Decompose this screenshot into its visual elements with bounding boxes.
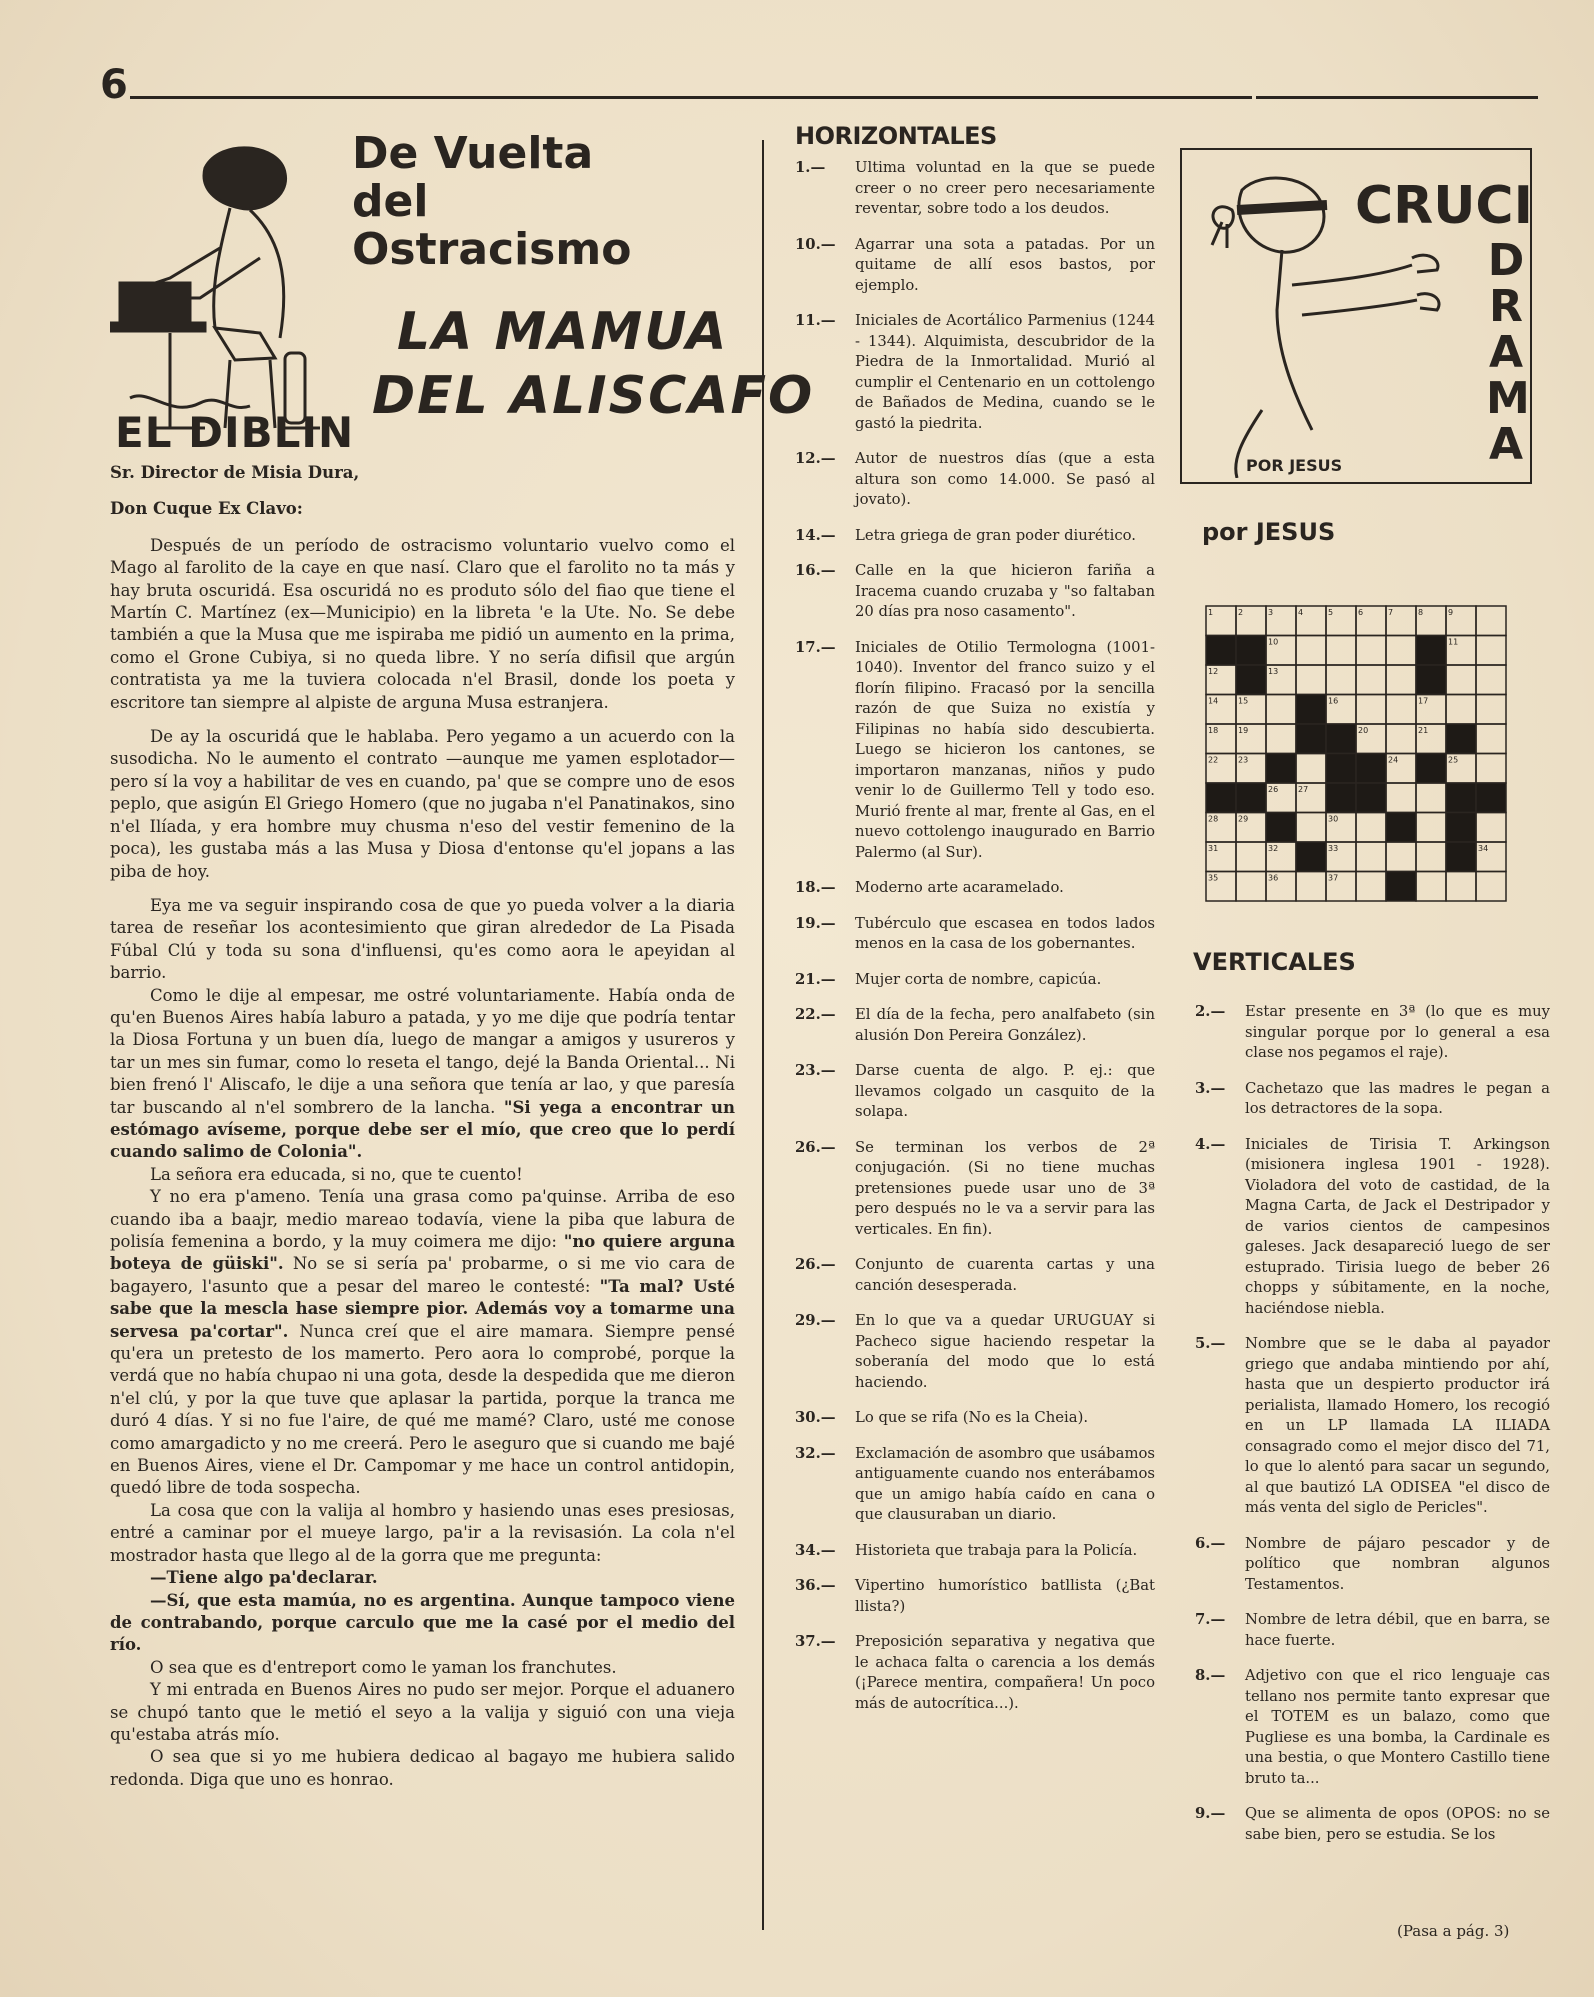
clue-item xyxy=(795,878,1155,899)
grid-cell xyxy=(1236,872,1266,902)
clue-item xyxy=(795,914,1155,955)
grid-cell xyxy=(1386,842,1416,872)
clue-text: Vipertino humorístico batllista (¿Bat llista?) xyxy=(855,1577,1155,1615)
clue-text: Nombre que se le daba al payador griego que andaba mintiendo por ahí, hasta que un despierto productor irá perialista, llamado Homero, los recogió en un LP llamada LA ILIADA consagrado como el mejor disco del 71, lo que lo alentó para sacar un segundo, al que bautizó LA ODISEA "el disco de más venta del siglo de Pericles". xyxy=(1245,1335,1550,1516)
clue-item xyxy=(795,1444,1155,1526)
clue-text: Iniciales de Acortálico Parmenius (1244 - 1344). Alquimista, descubridor de la Piedra de la Inmortalidad. Murió al cumplir el Centenario en un cottolengo de Bañados de Medina, cuando se le gastó la piedrita. xyxy=(855,312,1155,432)
grid-number: 11 xyxy=(1448,637,1459,647)
grid-black-cell xyxy=(1326,754,1356,784)
clue-item xyxy=(795,561,1155,623)
grid-number: 24 xyxy=(1388,755,1399,765)
clue-item xyxy=(795,1632,1155,1714)
text-run: No se si sería pa' probarme, o si me vio cara de bagayero, l'asunto que a pesar del mareo le contesté: xyxy=(110,1254,735,1296)
clue-item xyxy=(1195,1135,1550,1320)
clue-text: Ultima voluntad en la que se puede creer o no creer pero necesariamente reventar, sobre todo a los deudos. xyxy=(855,159,1155,217)
grid-cell xyxy=(1386,636,1416,666)
clue-number: 8.— xyxy=(1195,1667,1226,1684)
grid-cell xyxy=(1446,872,1476,902)
grid-black-cell xyxy=(1206,636,1236,666)
paragraph: La cosa que con la valija al hombro y hasiendo unas eses presiosas, entré a caminar por el mueye largo, pa'ir a la revisasión. La cola n'el mostrador hasta que llego al de la gorra que me pregunta: xyxy=(110,1500,735,1565)
subheadline-line: LA MAMUA xyxy=(397,302,729,362)
crossword-grid xyxy=(1203,603,1509,903)
grid-cell xyxy=(1476,695,1506,725)
clue-number: 21.— xyxy=(795,970,836,988)
grid-number: 14 xyxy=(1208,696,1219,706)
clue-number: 9.— xyxy=(1195,1805,1226,1822)
crucidrama-title: CRUCI xyxy=(1355,176,1533,236)
clue-item xyxy=(795,1408,1155,1429)
clue-number: 34.— xyxy=(795,1541,836,1559)
clue-item xyxy=(1195,1666,1550,1789)
grid-cell xyxy=(1476,606,1506,636)
clue-number: 6.— xyxy=(1195,1534,1226,1552)
quote: —Tiene algo pa'declarar. xyxy=(150,1568,378,1588)
grid-number: 12 xyxy=(1208,667,1219,676)
grid-black-cell xyxy=(1446,724,1476,754)
grid-cell xyxy=(1356,872,1386,902)
grid-cell xyxy=(1296,754,1326,784)
clue-item xyxy=(795,1138,1155,1241)
typist-illustration xyxy=(110,138,350,438)
grid-number: 31 xyxy=(1208,844,1219,853)
grid-number: 16 xyxy=(1328,696,1339,706)
clue-item xyxy=(795,1576,1155,1617)
clue-number: 18.— xyxy=(795,879,836,896)
clue-item xyxy=(795,1541,1155,1562)
grid-black-cell xyxy=(1236,783,1266,813)
grid-cell xyxy=(1446,695,1476,725)
grid-cell xyxy=(1386,665,1416,695)
salutation: Sr. Director de Misia Dura, xyxy=(110,463,360,482)
quote: "Ta mal? Usté sabe que la mescla hase siempre pior. Además voy a tomarme una servesa pa'cortar". xyxy=(110,1276,736,1341)
grid-number: 4 xyxy=(1298,608,1304,617)
clue-number: 7.— xyxy=(1195,1611,1226,1628)
clue-item xyxy=(795,970,1155,991)
paragraph: Y mi entrada en Buenos Aires no pudo ser mejor. Porque el aduanero se chupó tanto que le metió el seyo a la valija y siguió con una vieja qu'estaba atrás mío. xyxy=(110,1680,735,1744)
grid-cell xyxy=(1296,636,1326,666)
grid-cell xyxy=(1476,724,1506,754)
grid-number: 10 xyxy=(1268,637,1279,647)
continuation-note: (Pasa a pág. 3) xyxy=(1397,1922,1510,1940)
text-run: Como le dije al empesar, me ostré voluntariamente. Había onda de qu'en Buenos Aires había laburo a patada, y yo me dije que podría tentar la Diosa Fortuna y un buen día, luego de mangar a amigos y usureros y tar un mes sin fumar, como lo reseta el tango, dejé la Banda Oriental... Ni bien frenó l' Aliscafo, le dije a una señora que tenía ar lao, y que paresía tar buscando al n'el sombrero de la lancha. xyxy=(110,985,735,1117)
grid-cell xyxy=(1356,695,1386,725)
clue-text: Iniciales de Otilio Termologna (1001-1040). Inventor del franco suizo y el florín filipino. Fracasó por la sencilla razón de que Suiza no existía y Filipinas no había sido descubierta. Luego se hicieron los cantones, se importaron manzanas, niños y pudo venir lo de Guillermo Tell y todo eso. Murió frente al mar, frente al Gas, en el nuevo cottolengo inaugurado en Barrio Palermo (al Sur). xyxy=(855,638,1155,861)
clue-text: Moderno arte acaramelado. xyxy=(855,879,1064,896)
title-letter: A xyxy=(1488,327,1524,378)
grid-cell xyxy=(1236,842,1266,872)
grid-black-cell xyxy=(1416,636,1446,666)
horizontales-clues xyxy=(795,158,1155,1729)
clue-text: Nombre de letra débil, que en barra, se hace fuerte. xyxy=(1245,1611,1550,1649)
grid-cell xyxy=(1296,813,1326,843)
clue-text: Adjetivo con que el rico lenguaje cas tellano nos permite tanto expresar que el TOTEM es un balazo, como que Pugliese es una bomba, la Cardinale es una bestia, o que Montero Castillo tiene bruto ta... xyxy=(1245,1667,1550,1787)
grid-number: 29 xyxy=(1238,814,1249,824)
clue-item xyxy=(1195,1534,1550,1596)
grid-number: 17 xyxy=(1418,696,1429,706)
grid-number: 3 xyxy=(1268,608,1274,617)
grid-number: 19 xyxy=(1238,726,1249,735)
section-kicker: EL DIBLIN xyxy=(115,408,355,457)
clue-number: 10.— xyxy=(795,235,836,253)
grid-black-cell xyxy=(1386,872,1416,902)
clue-item xyxy=(1195,1610,1550,1651)
clue-item xyxy=(1195,1804,1550,1845)
text-run: Nunca creí que el aire mamara. Siempre pensé qu'era un pretesto de los mamerto. Pero aora lo comprobé, porque la verdá que no había chupao ni una gota, desde la despedida que me dieron n'el clú, y por la que tuve que aplasar la partida, porque la tranca me duró 4 días. Y si no fue l'aire, de qué me mamé? Claro, usté me conose como amargadicto y no me creerá. Pero le aseguro que si cuando me bajé en Buenos Aires, viene el Dr. Campomar y me hace un control antidopin, quedó libre de toda sospecha. xyxy=(110,1321,735,1498)
grid-number: 1 xyxy=(1208,608,1214,617)
grid-black-cell xyxy=(1266,813,1296,843)
grid-cell xyxy=(1386,724,1416,754)
clue-number: 37.— xyxy=(795,1633,836,1650)
clue-text: Historieta que trabaja para la Policía. xyxy=(855,1541,1138,1559)
grid-black-cell xyxy=(1326,783,1356,813)
clue-number: 14.— xyxy=(795,526,836,544)
dialog-line xyxy=(110,1590,735,1657)
clue-number: 12.— xyxy=(795,450,836,467)
grid-cell xyxy=(1476,754,1506,784)
clue-text: Mujer corta de nombre, capicúa. xyxy=(855,970,1102,988)
grid-number: 36 xyxy=(1268,873,1279,883)
grid-number: 22 xyxy=(1208,755,1219,765)
grid-cell xyxy=(1356,636,1386,666)
clue-text: Calle en la que hicieron fariña a Iracema cuando cruzaba y "so faltaban 20 días pra noso casamento". xyxy=(855,562,1155,620)
grid-cell xyxy=(1416,872,1446,902)
grid-black-cell xyxy=(1296,842,1326,872)
quote: —Sí, que esta mamúa, no es argentina. Aunque tampoco viene de contrabando, porque carculo que me la casé por el medio del río. xyxy=(110,1590,735,1655)
verticales-heading: VERTICALES xyxy=(1193,948,1356,976)
grid-number: 20 xyxy=(1358,726,1369,735)
grid-black-cell xyxy=(1326,724,1356,754)
paragraph xyxy=(110,1186,735,1500)
clue-text: Lo que se rifa (No es la Cheia). xyxy=(855,1409,1089,1426)
paragraph: O sea que si yo me hubiera dedicao al bagayo me hubiera salido redonda. Diga que uno es honrao. xyxy=(110,1747,735,1789)
clue-item xyxy=(1195,1334,1550,1519)
clue-item xyxy=(795,235,1155,297)
grid-black-cell xyxy=(1236,665,1266,695)
clue-item xyxy=(795,1255,1155,1296)
grid-cell xyxy=(1476,636,1506,666)
grid-black-cell xyxy=(1206,783,1236,813)
author-credit: por JESUS xyxy=(1202,518,1336,546)
clue-text: Conjunto de cuarenta cartas y una canción desesperada. xyxy=(855,1256,1155,1294)
clue-text: Iniciales de Tirisia T. Arkingson (misionera inglesa 1901 - 1928). Violadora del voto de castidad, de la Magna Carta, de Jack el Destripador y de varios cientos de campesinos galeses. Jack desapareció luego de ser estuprado. Tirisia luego de beber 26 chopps y súbitamente, en la noche, haciéndose niebla. xyxy=(1245,1135,1550,1317)
title-letter: D xyxy=(1487,235,1525,286)
paragraph: O sea que es d'entreport como le yaman los franchutes. xyxy=(150,1657,617,1677)
box-credit: POR JESUS xyxy=(1246,456,1343,475)
title-letter: A xyxy=(1488,419,1524,470)
clue-text: Autor de nuestros días (que a esta altura son como 14.000. Se pasó al jovato). xyxy=(855,450,1155,508)
grid-number: 26 xyxy=(1268,785,1279,794)
grid-cell xyxy=(1416,813,1446,843)
title-letter: R xyxy=(1489,281,1523,332)
grid-number: 30 xyxy=(1328,814,1339,824)
grid-black-cell xyxy=(1476,783,1506,813)
article-subheadline xyxy=(372,300,814,428)
clue-number: 29.— xyxy=(795,1312,836,1329)
grid-cell xyxy=(1296,872,1326,902)
grid-black-cell xyxy=(1446,783,1476,813)
grid-number: 34 xyxy=(1478,844,1489,853)
clue-text: El día de la fecha, pero analfabeto (sin alusión Don Pereira González). xyxy=(855,1006,1155,1044)
subheadline-line: DEL ALISCAFO xyxy=(372,366,815,426)
grid-cell xyxy=(1266,724,1296,754)
clue-number: 36.— xyxy=(795,1577,836,1594)
clue-item xyxy=(795,449,1155,511)
grid-black-cell xyxy=(1386,813,1416,843)
clue-number: 2.— xyxy=(1195,1003,1226,1020)
clue-number: 5.— xyxy=(1195,1335,1226,1352)
clue-text: Cachetazo que las madres le pegan a los detractores de la sopa. xyxy=(1245,1079,1550,1117)
grid-cell xyxy=(1386,783,1416,813)
grid-black-cell xyxy=(1416,754,1446,784)
grid-black-cell xyxy=(1416,665,1446,695)
clue-text: Tubérculo que escasea en todos lados menos en la casa de los gobernantes. xyxy=(855,914,1155,952)
clue-item xyxy=(795,526,1155,547)
paragraph: De ay la oscuridá que le hablaba. Pero yegamo a un acuerdo con la susodicha. No le aumento el contrato —aunque me yamen esplotador— pero sí la voy a habilitar de ves en cuando, pa' que se compre uno de esos peplo, que asigún El Griego Homero (que no jugaba n'el Panatinakos, sino n'el Ilíada, y era hombre muy chusma n'eso del vestir femenino de la poca), les gustaba más a las Musa y Diosa d'entonse qu'el jopans a las piba de hoy. xyxy=(110,727,735,881)
grid-number: 28 xyxy=(1208,814,1219,824)
paragraph xyxy=(110,985,735,1164)
grid-number: 25 xyxy=(1448,755,1459,765)
grid-black-cell xyxy=(1356,783,1386,813)
clue-number: 26.— xyxy=(795,1138,836,1156)
grid-number: 13 xyxy=(1268,667,1279,676)
clue-text: Estar presente en 3ª (lo que es muy singular porque por lo general a esa clase nos pegamos el raje). xyxy=(1245,1003,1550,1061)
grid-cell xyxy=(1356,665,1386,695)
clue-number: 1.— xyxy=(795,159,826,176)
grid-cell xyxy=(1356,813,1386,843)
clue-text: Se terminan los verbos de 2ª conjugación. (Si no tiene muchas pretensiones puede usar uno de 3ª pero después no le va a servir para las verticales. En fin). xyxy=(855,1138,1155,1238)
clue-item xyxy=(1195,1079,1550,1120)
grid-cell xyxy=(1476,665,1506,695)
clue-number: 22.— xyxy=(795,1006,836,1023)
grid-cell xyxy=(1446,665,1476,695)
clue-number: 23.— xyxy=(795,1062,836,1079)
clue-text: Exclamación de asombro que usábamos antiguamente cuando nos enterábamos que un amigo había caído en cana o que clausuraban un diario. xyxy=(855,1444,1155,1523)
grid-cell xyxy=(1296,665,1326,695)
grid-cell xyxy=(1326,636,1356,666)
grid-number: 15 xyxy=(1238,696,1249,706)
page-number: 6 xyxy=(100,62,128,108)
clue-text: Letra griega de gran poder diurético. xyxy=(855,526,1136,544)
clue-number: 11.— xyxy=(795,312,836,329)
clue-text: Preposición separativa y negativa que le achaca falta o carencia a los demás (¡Parece mentira, compañera! Un poco más de autocrítica...). xyxy=(855,1633,1155,1712)
clue-number: 32.— xyxy=(795,1444,836,1462)
grid-cell xyxy=(1416,842,1446,872)
clue-text: Agarrar una sota a patadas. Por un quitame de allí esos bastos, por ejemplo. xyxy=(855,235,1155,294)
grid-number: 9 xyxy=(1448,608,1454,617)
grid-number: 18 xyxy=(1208,726,1219,735)
grid-black-cell xyxy=(1296,724,1326,754)
verticales-clues xyxy=(1195,1002,1550,1860)
crucidrama-title-vertical xyxy=(1486,235,1530,470)
paragraph: Eya me va seguir inspirando cosa de que yo pueda volver a la diaria tarea de reseñar los acontesimiento que giran alrededor de La Pisada Fúbal Clú y toda su sona d'influensi, qu'es como aora le apeyidan al barrio. xyxy=(110,895,735,983)
clue-number: 4.— xyxy=(1195,1135,1226,1153)
grid-number: 37 xyxy=(1328,873,1339,883)
clue-item xyxy=(795,158,1155,220)
grid-cell xyxy=(1476,872,1506,902)
article-body xyxy=(110,462,735,1791)
grid-number: 32 xyxy=(1268,844,1279,853)
top-rule xyxy=(130,96,1252,99)
clue-item xyxy=(795,1311,1155,1393)
clue-number: 30.— xyxy=(795,1409,836,1426)
grid-cell xyxy=(1476,813,1506,843)
headline-line: De Vuelta xyxy=(352,128,594,179)
quote: "no quiere arguna boteya de güiski". xyxy=(110,1232,736,1274)
salutation: Don Cuque Ex Clavo: xyxy=(110,499,303,519)
grid-number: 5 xyxy=(1328,608,1334,617)
grid-cell xyxy=(1326,665,1356,695)
paragraph: Después de un período de ostracismo voluntario vuelvo como el Mago al farolito de la caye en que nasí. Claro que el farolito no ta más y hay bruta oscuridá. Esa oscuridá no es produto sólo del fiao que tiene el Martín C. Martínez (ex—Municipio) en la libreta 'e la Ute. No. Se debe también a que la Musa que me ispiraba me pidió un aumento en la prima, como el Grone Cubiya, si no queda libre. Y no sería difisil que argún contratista ya me la tuviera colocada n'el Brasil, donde los poeta y escritore tan siempre al alpiste de arguna Musa estranjera. xyxy=(110,535,735,712)
headline-line: del xyxy=(352,176,429,227)
clue-text: Nombre de pájaro pescador y de político que nombran algunos Testamentos. xyxy=(1245,1534,1550,1593)
grid-black-cell xyxy=(1236,636,1266,666)
clue-item xyxy=(795,1061,1155,1123)
grid-black-cell xyxy=(1356,754,1386,784)
grid-number: 35 xyxy=(1208,873,1219,883)
text-run: Y no era p'ameno. Tenía una grasa como pa'quinse. Arriba de eso cuando iba a baajr, medio mareao todavía, viene la piba que labura de polisía femenina a bordo, y la muy coimera me dijo: xyxy=(110,1187,735,1251)
grid-cell xyxy=(1356,842,1386,872)
grid-number: 33 xyxy=(1328,844,1339,853)
title-letter: M xyxy=(1486,373,1530,424)
grid-cell xyxy=(1416,783,1446,813)
dialog-line xyxy=(110,1567,735,1589)
top-rule-right xyxy=(1256,96,1538,99)
grid-cell xyxy=(1266,695,1296,725)
grid-black-cell xyxy=(1446,813,1476,843)
quote: "Si yega a encontrar un estómago avíseme, porque debe ser el mío, que creo que lo perdí cuando salimo de Colonia". xyxy=(110,1097,735,1162)
article-headline xyxy=(352,130,631,274)
grid-number: 27 xyxy=(1298,785,1309,794)
grid-number: 21 xyxy=(1418,726,1429,735)
grid-number: 23 xyxy=(1238,755,1249,765)
grid-number: 8 xyxy=(1418,608,1424,617)
clue-number: 16.— xyxy=(795,562,836,579)
grid-number: 6 xyxy=(1358,608,1364,617)
grid-cell xyxy=(1386,695,1416,725)
clue-number: 19.— xyxy=(795,914,836,932)
paragraph: La señora era educada, si no, que te cuento! xyxy=(150,1164,523,1184)
clue-number: 26.— xyxy=(795,1256,836,1273)
headline-line: Ostracismo xyxy=(352,224,632,275)
grid-black-cell xyxy=(1446,842,1476,872)
clue-text: En lo que va a quedar URUGUAY si Pacheco sigue haciendo respetar la soberanía del modo que lo está haciendo. xyxy=(855,1312,1155,1391)
clue-number: 17.— xyxy=(795,638,836,656)
clue-text: Que se alimenta de opos (OPOS: no se sabe bien, pero se estudia. Se los xyxy=(1245,1805,1550,1843)
clue-text: Darse cuenta de algo. P. ej.: que llevamos colgado un casquito de la solapa. xyxy=(855,1062,1155,1120)
grid-number: 7 xyxy=(1388,608,1394,617)
clue-item xyxy=(1195,1002,1550,1064)
grid-black-cell xyxy=(1296,695,1326,725)
horizontales-heading: HORIZONTALES xyxy=(795,122,997,150)
clue-item xyxy=(795,638,1155,864)
grid-black-cell xyxy=(1266,754,1296,784)
clue-item xyxy=(795,311,1155,434)
clue-number: 3.— xyxy=(1195,1079,1226,1097)
grid-number: 2 xyxy=(1238,608,1244,617)
clue-item xyxy=(795,1005,1155,1046)
